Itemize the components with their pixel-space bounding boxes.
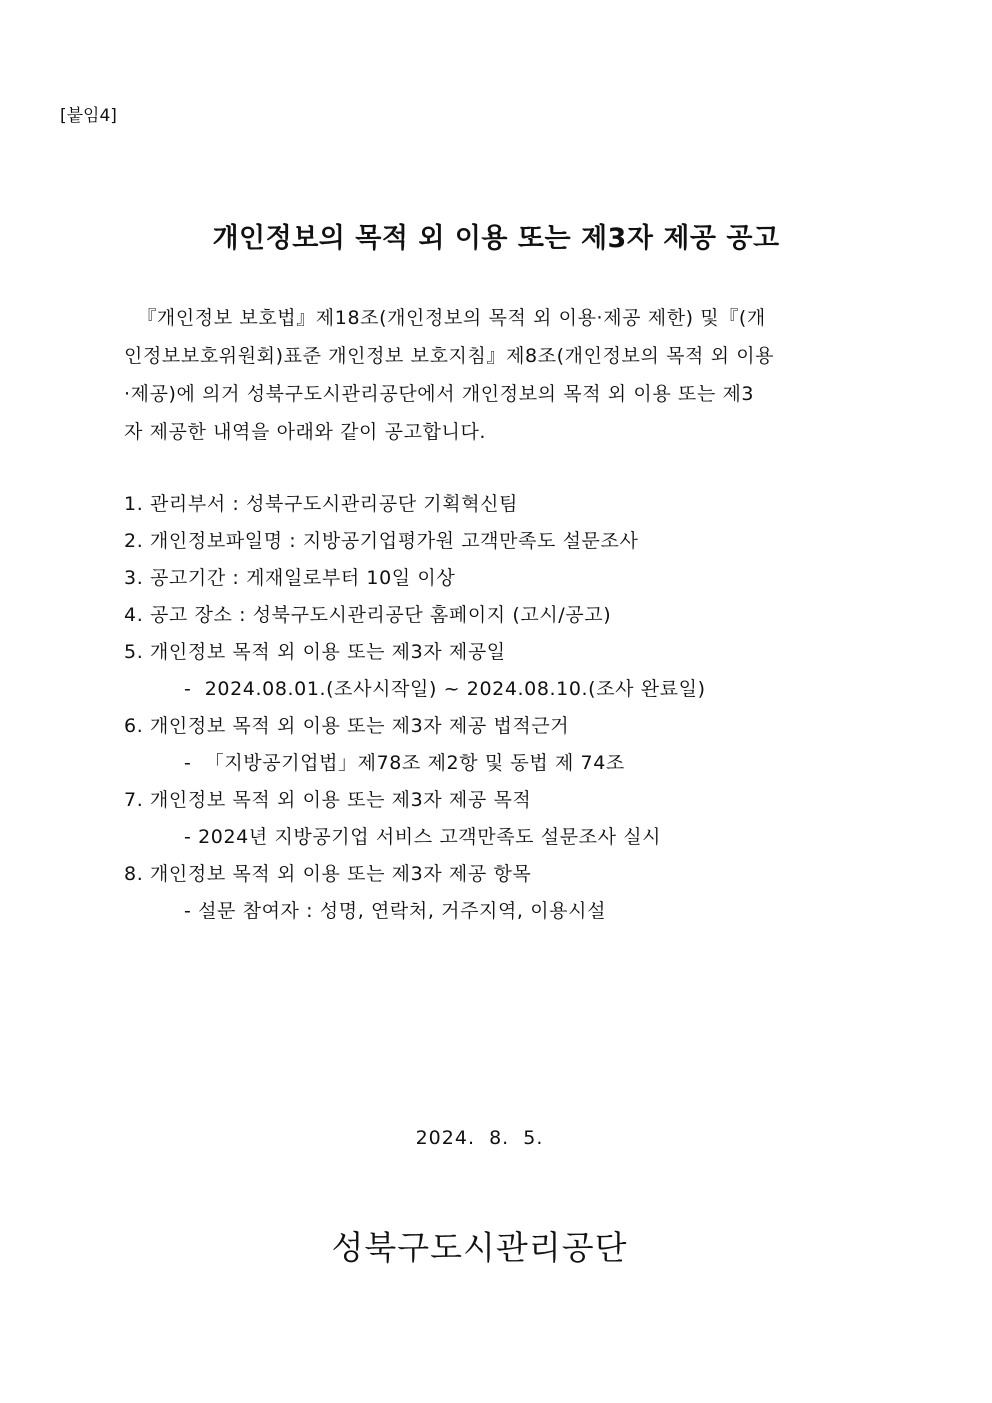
item-purpose-detail: - 2024년 지방공기업 서비스 고객만족도 설문조사 실시 <box>184 826 662 848</box>
intro-line: 자 제공한 내역을 아래와 같이 공고합니다. <box>124 421 487 443</box>
item-file-name: 2. 개인정보파일명 : 지방공기업평가원 고객만족도 설문조사 <box>124 530 639 552</box>
intro-paragraph <box>124 299 914 451</box>
intro-line: ·제공)에 의거 성북구도시관리공단에서 개인정보의 목적 외 이용 또는 제3 <box>124 383 755 405</box>
item-provided-items-detail: - 설문 참여자 : 성명, 연락처, 거주지역, 이용시설 <box>184 900 607 922</box>
item-legal-basis-detail: - 「지방공기업법」제78조 제2항 및 동법 제 74조 <box>184 752 625 774</box>
notice-items <box>124 486 944 930</box>
document-title: 개인정보의 목적 외 이용 또는 제3자 제공 공고 <box>212 223 780 254</box>
item-notice-place: 4. 공고 장소 : 성북구도시관리공단 홈페이지 (고시/공고) <box>124 604 612 626</box>
item-provision-date-detail: - 2024.08.01.(조사시작일) ~ 2024.08.10.(조사 완료일) <box>184 678 706 700</box>
item-managing-department: 1. 관리부서 : 성북구도시관리공단 기획혁신팀 <box>124 493 519 515</box>
item-provision-date: 5. 개인정보 목적 외 이용 또는 제3자 제공일 <box>124 641 506 663</box>
intro-line: 『개인정보 보호법』제18조(개인정보의 목적 외 이용·제공 제한) 및『(개 <box>124 307 766 329</box>
item-purpose: 7. 개인정보 목적 외 이용 또는 제3자 제공 목적 <box>124 789 532 811</box>
item-notice-period: 3. 공고기간 : 게재일로부터 10일 이상 <box>124 567 456 589</box>
issuer-name: 성북구도시관리공단 <box>331 1228 628 1267</box>
notice-date: 2024. 8. 5. <box>415 1127 544 1149</box>
attachment-label: [붙임4] <box>60 106 117 126</box>
item-legal-basis: 6. 개인정보 목적 외 이용 또는 제3자 제공 법적근거 <box>124 715 570 737</box>
item-provided-items: 8. 개인정보 목적 외 이용 또는 제3자 제공 항목 <box>124 863 532 885</box>
intro-line: 인정보보호위원회)표준 개인정보 보호지침』제8조(개인정보의 목적 외 이용 <box>124 345 775 367</box>
